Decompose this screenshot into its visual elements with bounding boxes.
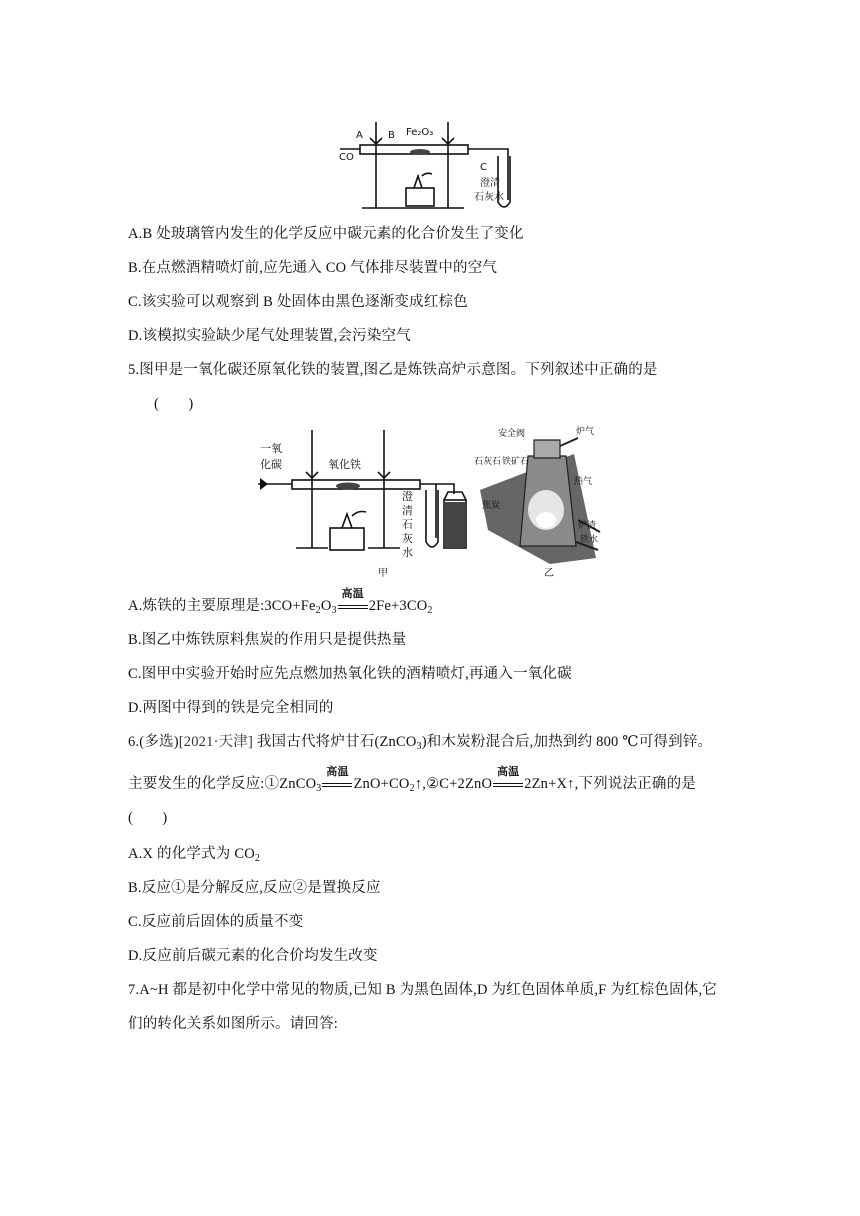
label-lime-5: 水 [402, 546, 413, 559]
condition-text-2: 高温 [496, 766, 520, 778]
q4-option-c: C.该实验可以观察到 B 处固体由黑色逐渐变成红棕色 [128, 294, 468, 310]
q6-option-b: B.反应①是分解反应,反应②是置换反应 [128, 880, 381, 896]
label-molten-iron: 铁水 [580, 535, 599, 545]
q6-option-d: D.反应前后碳元素的化合价均发生改变 [128, 948, 378, 964]
q6-line2-mid: ZnO+CO [353, 776, 410, 792]
q6-option-a-sub: 2 [254, 853, 261, 864]
label-fe2o3: Fe₂O₃ [406, 127, 434, 138]
condition-text-1: 高温 [326, 766, 349, 778]
q5-option-a-o: O [320, 598, 332, 614]
q6-answer-bracket: ( ) [128, 810, 168, 826]
q7-stem-line1: 7.A~H 都是初中化学中常见的物质,已知 B 为黑色固体,D 为红色固体单质,F 为红棕色固体,它 [128, 982, 717, 998]
label-iron-oxide: 氧化铁 [328, 458, 361, 471]
q6-stem-line1 [128, 732, 712, 757]
q5-option-a-sub3: 2 [427, 605, 433, 616]
q5-option-d: D.两图中得到的铁是完全相同的 [128, 700, 334, 716]
q4-option-a: A.B 处玻璃管内发生的化学反应中碳元素的化合价发生了变化 [128, 226, 524, 242]
q4-option-b: B.在点燃酒精喷灯前,应先通入 CO 气体排尽装置中的空气 [128, 260, 498, 276]
apparatus-figure-2 [258, 424, 608, 580]
q4-option-d: D.该模拟实验缺少尾气处理装置,会污染空气 [128, 328, 411, 344]
q6-line2-sub2: 2 [409, 783, 415, 794]
label-limewater-2: 石灰水 [474, 192, 504, 203]
label-lime-3: 石 [402, 518, 413, 531]
reaction-condition-1 [321, 766, 353, 794]
q6-line2-post: 2Zn+X↑,下列说法正确的是 [524, 776, 697, 792]
apparatus-figure-1 [336, 116, 526, 214]
label-b: B [388, 130, 395, 141]
label-co: CO [339, 152, 354, 163]
q6-stem1-post: )和木炭粉混合后,加热到约 800 ℃可得到锌。 [421, 734, 713, 750]
label-furnace-gas: 炉气 [576, 427, 595, 437]
q6-source: [2021·天津] [178, 734, 254, 750]
q5-stem: 5.图甲是一氧化碳还原氧化铁的装置,图乙是炼铁高炉示意图。下列叙述中正确的是 [128, 362, 658, 378]
condition-text: 高温 [341, 588, 364, 600]
label-iron-ore: 铁矿石 [502, 457, 530, 467]
q6-option-a [128, 844, 260, 869]
q6-line2-mid2: ↑,②C+2ZnO [414, 776, 493, 792]
q6-prefix: 6.(多选) [128, 734, 179, 750]
q6-option-c: C.反应前后固体的质量不变 [128, 914, 304, 930]
q6-stem-line2 [128, 766, 697, 799]
q7-stem-line2: 们的转化关系如图所示。请回答: [128, 1016, 339, 1032]
label-lime-1: 澄 [402, 490, 413, 503]
q6-stem1-sub: 3 [416, 741, 422, 752]
label-a: A [356, 130, 363, 141]
q5-answer-bracket: ( ) [154, 396, 194, 412]
label-lime-2: 清 [402, 504, 413, 517]
q5-option-a-post: 2Fe+3CO [368, 598, 428, 614]
label-slag: 炉渣 [578, 521, 597, 531]
label-co-1: 一氧 [260, 442, 282, 455]
label-safety-valve: 安全阀 [498, 429, 526, 439]
label-lime-4: 灰 [402, 532, 413, 545]
label-limestone: 石灰石 [474, 457, 502, 467]
label-hot-air: 热气 [574, 477, 593, 487]
q6-line2-sub: 3 [316, 783, 322, 794]
caption-yi: 乙 [544, 568, 554, 579]
q6-option-a-pre: A.X 的化学式为 CO [128, 846, 255, 862]
q5-option-a-pre: A.炼铁的主要原理是:3CO+Fe [128, 598, 316, 614]
q5-option-a-sub1: 2 [315, 605, 321, 616]
q6-line2-pre: 主要发生的化学反应:①ZnCO [128, 776, 317, 792]
label-co-2: 化碳 [260, 458, 282, 471]
q5-option-a [128, 588, 433, 621]
q5-option-a-sub2: 3 [331, 605, 337, 616]
caption-jia: 甲 [378, 568, 388, 579]
label-c: C [480, 162, 487, 173]
q5-option-c: C.图甲中实验开始时应先点燃加热氧化铁的酒精喷灯,再通入一氧化碳 [128, 666, 572, 682]
label-limewater-1: 澄清 [480, 178, 500, 189]
q6-stem1: 我国古代将炉甘石(ZnCO [253, 734, 417, 750]
reaction-condition [337, 588, 369, 616]
q5-option-b: B.图乙中炼铁原料焦炭的作用只是提供热量 [128, 632, 407, 648]
label-coke: 焦炭 [482, 501, 501, 511]
reaction-condition-2 [492, 766, 524, 794]
